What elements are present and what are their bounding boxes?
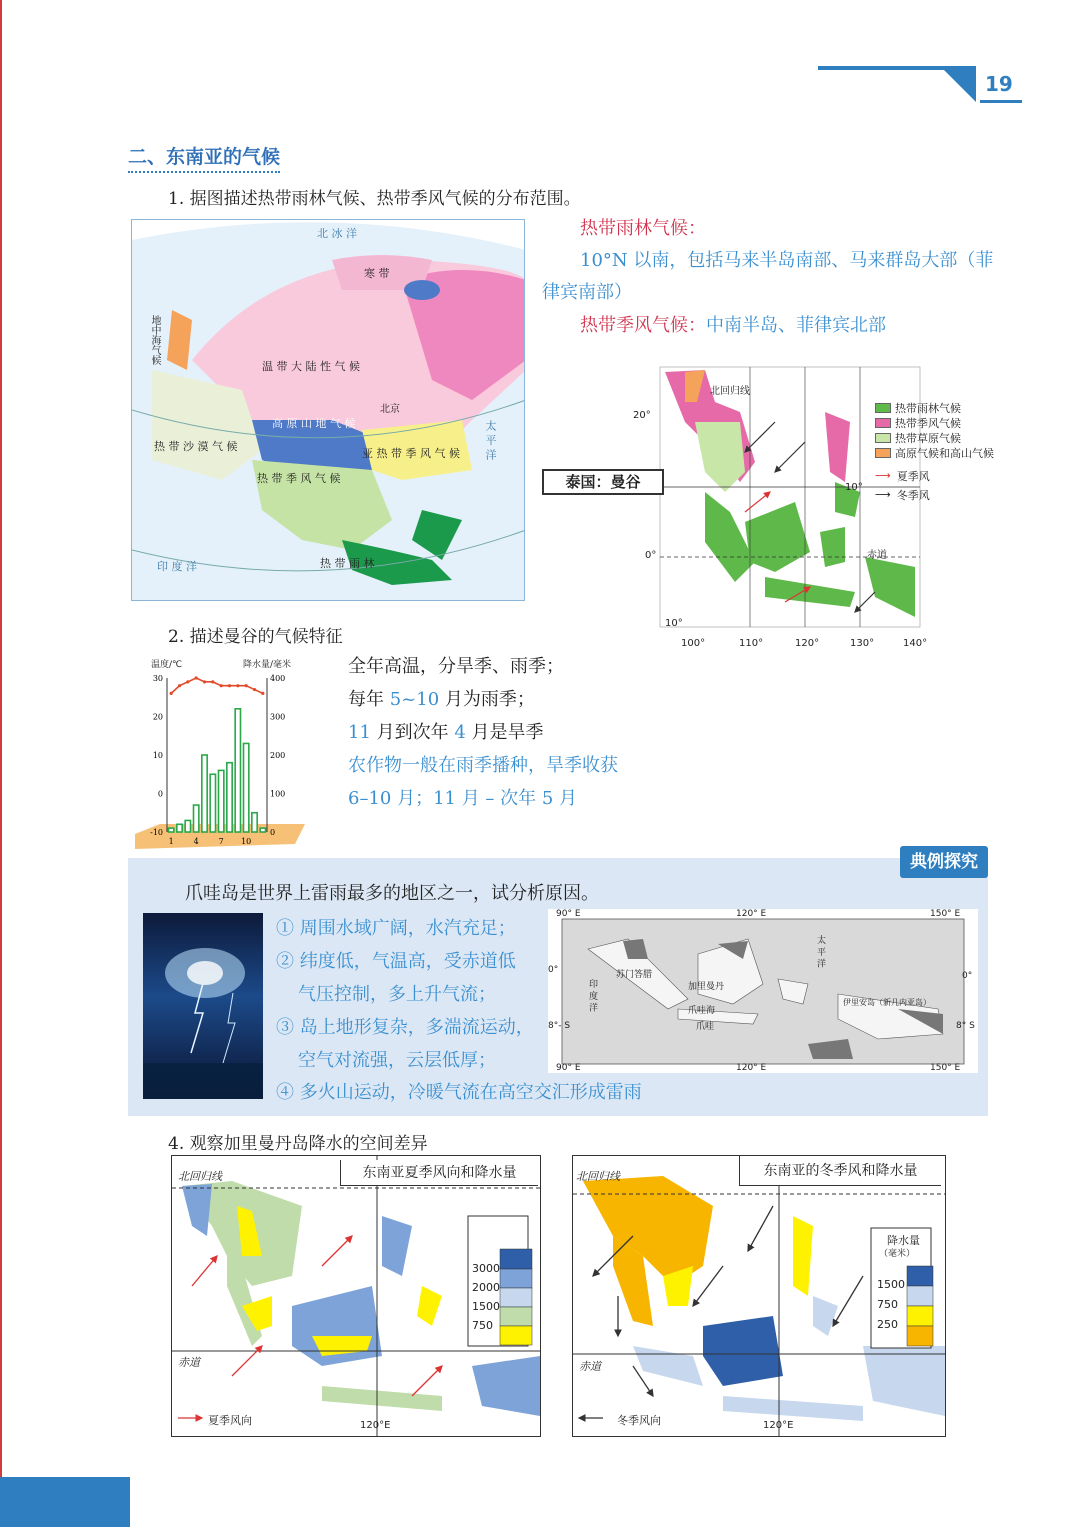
label-arctic-ocean: 北 冰 洋 bbox=[317, 227, 357, 240]
q2-answer-line-3: 11 月到次年 4 月是旱季 bbox=[348, 722, 544, 743]
winter-wind-legend: 冬季风向 bbox=[617, 1414, 661, 1427]
temp-axis-label: 温度/℃ bbox=[151, 660, 183, 670]
temperature-point bbox=[228, 684, 231, 687]
temperature-point bbox=[220, 684, 223, 687]
summer-legend-750: 750 bbox=[472, 1319, 493, 1332]
lat-label-0: 0° bbox=[645, 550, 657, 561]
q2-answer-line-1: 全年高温，分旱季、雨季； bbox=[348, 656, 564, 677]
month-tick: 10 bbox=[241, 837, 252, 846]
precip-bar bbox=[227, 763, 232, 832]
precip-tick: 0 bbox=[270, 828, 276, 837]
java-indian-ocean-label: 印 度 洋 bbox=[587, 979, 597, 1012]
temperature-point bbox=[245, 684, 248, 687]
precip-bar bbox=[252, 813, 257, 832]
lon-tick-140: 140° bbox=[903, 638, 928, 649]
month-tick: 7 bbox=[218, 837, 224, 846]
temperature-point bbox=[186, 680, 189, 683]
winter-rainfall-map bbox=[572, 1155, 946, 1437]
answer-rainforest-text-2: 律宾南部） bbox=[542, 282, 632, 303]
asia-climate-map bbox=[131, 219, 525, 601]
java-tick-top-mid: 120° E bbox=[736, 909, 767, 919]
page-footer-bar bbox=[0, 1477, 130, 1527]
q2-answer-line-5: 6–10 月；11 月 – 次年 5 月 bbox=[348, 788, 578, 809]
q2-answer-line-2: 每年 5~10 月为雨季； bbox=[348, 689, 535, 710]
lon-tick-110: 110° bbox=[739, 638, 764, 649]
temp-tick: 10 bbox=[152, 751, 163, 760]
summer-equator-label: 赤道 bbox=[178, 1356, 200, 1369]
temperature-point bbox=[236, 684, 239, 687]
label-cold-zone: 寒 带 bbox=[364, 267, 390, 280]
java-tick-top-left: 90° E bbox=[556, 909, 581, 919]
summer-map-graphic bbox=[172, 1156, 540, 1436]
reason-2: ② 纬度低，气温高，受赤道低 bbox=[276, 951, 516, 972]
summer-legend-1500: 1500 bbox=[472, 1300, 500, 1313]
lon-tick-130: 130° bbox=[850, 638, 875, 649]
label-tropical-monsoon: 热 带 季 风 气 候 bbox=[257, 472, 341, 485]
winter-legend-unit: （毫米） bbox=[879, 1249, 916, 1259]
temp-tick: 30 bbox=[152, 674, 163, 683]
label-highland: 高 原 山 地 气 候 bbox=[272, 417, 356, 430]
legend-highland: 高原气候和高山气候 bbox=[875, 445, 1000, 460]
precip-bar bbox=[194, 805, 199, 832]
lat-label-20: 20° bbox=[633, 410, 651, 421]
temperature-line bbox=[171, 678, 263, 693]
precip-tick: 300 bbox=[270, 712, 286, 722]
header-rule-2 bbox=[980, 100, 1022, 103]
winter-legend-250: 250 bbox=[877, 1318, 898, 1331]
bangkok-climate-chart bbox=[135, 654, 305, 849]
legend-swatch bbox=[875, 433, 891, 443]
java-lat-s-left: 8°- S bbox=[548, 1021, 571, 1031]
java-tick-bottom-left: 90° E bbox=[556, 1063, 581, 1073]
kalimantan-label: 加里曼丹 bbox=[688, 982, 725, 992]
reason-1: ① 周围水域广阔，水汽充足； bbox=[276, 918, 516, 939]
label-desert: 热 带 沙 漠 气 候 bbox=[154, 440, 238, 453]
summer-legend-3000: 3000 bbox=[472, 1262, 500, 1275]
bangkok-callout: 泰国：曼谷 bbox=[542, 469, 664, 495]
temp-tick: 0 bbox=[157, 789, 163, 799]
temperature-point bbox=[170, 692, 173, 695]
legend-rainforest: 热带雨林气候 bbox=[875, 400, 1000, 415]
winter-legend-750: 750 bbox=[877, 1298, 898, 1311]
label-temperate-continental: 温 带 大 陆 性 气 候 bbox=[262, 360, 360, 373]
summer-tropic-label: 北回归线 bbox=[178, 1170, 222, 1183]
header-triangle bbox=[940, 66, 980, 104]
red-arrow-icon: ⟶ bbox=[875, 469, 891, 482]
answer-monsoon bbox=[580, 309, 886, 342]
summer-map-title: 东南亚夏季风向和降水量 bbox=[340, 1160, 538, 1186]
java-tick-bottom-right: 150° E bbox=[930, 1063, 961, 1073]
precip-bar bbox=[177, 824, 182, 832]
example-prompt: 爪哇岛是世界上雷雨最多的地区之一，试分析原因。 bbox=[185, 883, 599, 904]
summer-lon-label: 120°E bbox=[360, 1420, 391, 1431]
winter-lon-label: 120°E bbox=[763, 1420, 794, 1431]
java-lat-zero-left: 0° bbox=[548, 965, 559, 975]
legend-savanna: 热带草原气候 bbox=[875, 430, 1000, 445]
winter-equator-label: 赤道 bbox=[579, 1360, 601, 1373]
label-rainforest: 热 带 雨 林 bbox=[320, 557, 375, 570]
answer-rainforest-text-1: 10°N 以南，包括马来半岛南部、马来群岛大部（菲 bbox=[580, 250, 994, 271]
precip-bar bbox=[169, 828, 174, 832]
precip-bar bbox=[260, 828, 265, 832]
summer-legend-2000: 2000 bbox=[472, 1281, 500, 1294]
reason-2b: 气压控制，多上升气流； bbox=[298, 984, 496, 1005]
page-edge-line bbox=[0, 0, 2, 1527]
lat-label-10s: 10° bbox=[665, 618, 683, 629]
temperature-point bbox=[195, 676, 198, 679]
reason-3b: 空气对流强，云层低厚； bbox=[298, 1050, 496, 1071]
sea-map-legend bbox=[875, 400, 1000, 502]
lightning-graphic bbox=[143, 913, 263, 1099]
precip-bar bbox=[210, 774, 215, 832]
java-tick-top-right: 150° E bbox=[930, 909, 961, 919]
lat-label-10: 10° bbox=[845, 482, 863, 493]
java-map bbox=[548, 909, 978, 1073]
legend-swatch bbox=[875, 448, 891, 458]
label-mediterranean: 地中海气候 bbox=[149, 315, 160, 365]
precip-tick: 200 bbox=[270, 751, 286, 760]
legend-winter-wind: ⟶ 冬季风 bbox=[875, 488, 930, 502]
label-subtropical: 亚 热 带 季 风 气 候 bbox=[362, 447, 460, 460]
q2-answer-line-4: 农作物一般在雨季播种，旱季收获 bbox=[348, 755, 618, 776]
java-sea-label: 爪哇海 bbox=[688, 1006, 716, 1016]
new-guinea-label: 伊里安岛（新几内亚岛） bbox=[843, 998, 931, 1007]
java-map-graphic bbox=[548, 909, 978, 1073]
java-tick-bottom-mid: 120° E bbox=[736, 1063, 767, 1073]
temp-tick: 20 bbox=[152, 712, 163, 722]
precip-tick: 400 bbox=[270, 674, 286, 683]
lightning-photo bbox=[143, 913, 263, 1099]
temperature-point bbox=[261, 692, 264, 695]
example-tag: 典例探究 bbox=[900, 846, 988, 878]
reason-4: ④ 多火山运动，冷暖气流在高空交汇形成雷雨 bbox=[276, 1082, 642, 1103]
lon-tick-100: 100° bbox=[681, 638, 706, 649]
temperature-point bbox=[178, 684, 181, 687]
java-lat-s-right: 8° S bbox=[956, 1021, 975, 1031]
page-number: 19 bbox=[985, 72, 1013, 96]
precip-bar bbox=[235, 709, 240, 832]
winter-map-title: 东南亚的冬季风和降水量 bbox=[739, 1156, 941, 1186]
legend-swatch bbox=[875, 403, 891, 413]
legend-monsoon: 热带季风气候 bbox=[875, 415, 1000, 430]
sea-equator-label: 赤道 bbox=[867, 550, 887, 561]
summer-wind-legend: 夏季风向 bbox=[208, 1414, 252, 1427]
label-indian-ocean: 印 度 洋 bbox=[157, 560, 197, 573]
java-label: 爪哇 bbox=[696, 1022, 715, 1032]
precip-tick: 100 bbox=[270, 789, 286, 799]
legend-swatch bbox=[875, 418, 891, 428]
winter-legend-1500: 1500 bbox=[877, 1278, 905, 1291]
answer-monsoon-label: 热带季风气候： bbox=[580, 315, 706, 336]
question-2: 2. 描述曼谷的气候特征 bbox=[168, 627, 343, 647]
climate-chart-svg bbox=[135, 654, 305, 849]
precip-bar bbox=[202, 755, 207, 832]
black-arrow-icon: ⟶ bbox=[875, 488, 891, 501]
precip-bar bbox=[185, 820, 190, 832]
temperature-point bbox=[211, 680, 214, 683]
legend-summer-wind: ⟶ 夏季风 bbox=[875, 469, 930, 483]
java-pacific-label: 太 平 洋 bbox=[815, 935, 825, 968]
question-1: 1. 据图描述热带雨林气候、热带季风气候的分布范围。 bbox=[168, 189, 581, 209]
winter-legend-title: 降水量 bbox=[887, 1234, 920, 1247]
temperature-point bbox=[203, 680, 206, 683]
winter-map-graphic bbox=[573, 1156, 945, 1436]
precip-axis-label: 降水量/毫米 bbox=[243, 660, 292, 670]
summer-rainfall-map bbox=[171, 1155, 541, 1437]
asia-map-graphic bbox=[132, 220, 525, 601]
section-title: 二、东南亚的气候 bbox=[128, 142, 280, 173]
temperature-point bbox=[253, 688, 256, 691]
label-pacific: 太 平 洋 bbox=[484, 420, 497, 460]
lon-tick-120: 120° bbox=[795, 638, 820, 649]
temp-tick: -10 bbox=[150, 828, 163, 837]
precip-bar bbox=[244, 743, 249, 832]
month-tick: 4 bbox=[193, 837, 199, 846]
winter-tropic-label: 北回归线 bbox=[576, 1170, 620, 1183]
month-tick: 1 bbox=[168, 837, 174, 846]
question-4: 4. 观察加里曼丹岛降水的空间差异 bbox=[168, 1134, 428, 1154]
precip-bar bbox=[219, 770, 224, 832]
sea-tropic-label: 北回归线 bbox=[710, 386, 750, 397]
reason-3: ③ 岛上地形复杂，多湍流运动， bbox=[276, 1017, 534, 1038]
answer-rainforest-label: 热带雨林气候： bbox=[580, 218, 706, 239]
java-lat-zero-right: 0° bbox=[962, 971, 973, 981]
answer-monsoon-text: 中南半岛、菲律宾北部 bbox=[706, 315, 886, 336]
sumatra-label: 苏门答腊 bbox=[616, 970, 653, 980]
label-beijing: 北京 bbox=[380, 404, 400, 415]
